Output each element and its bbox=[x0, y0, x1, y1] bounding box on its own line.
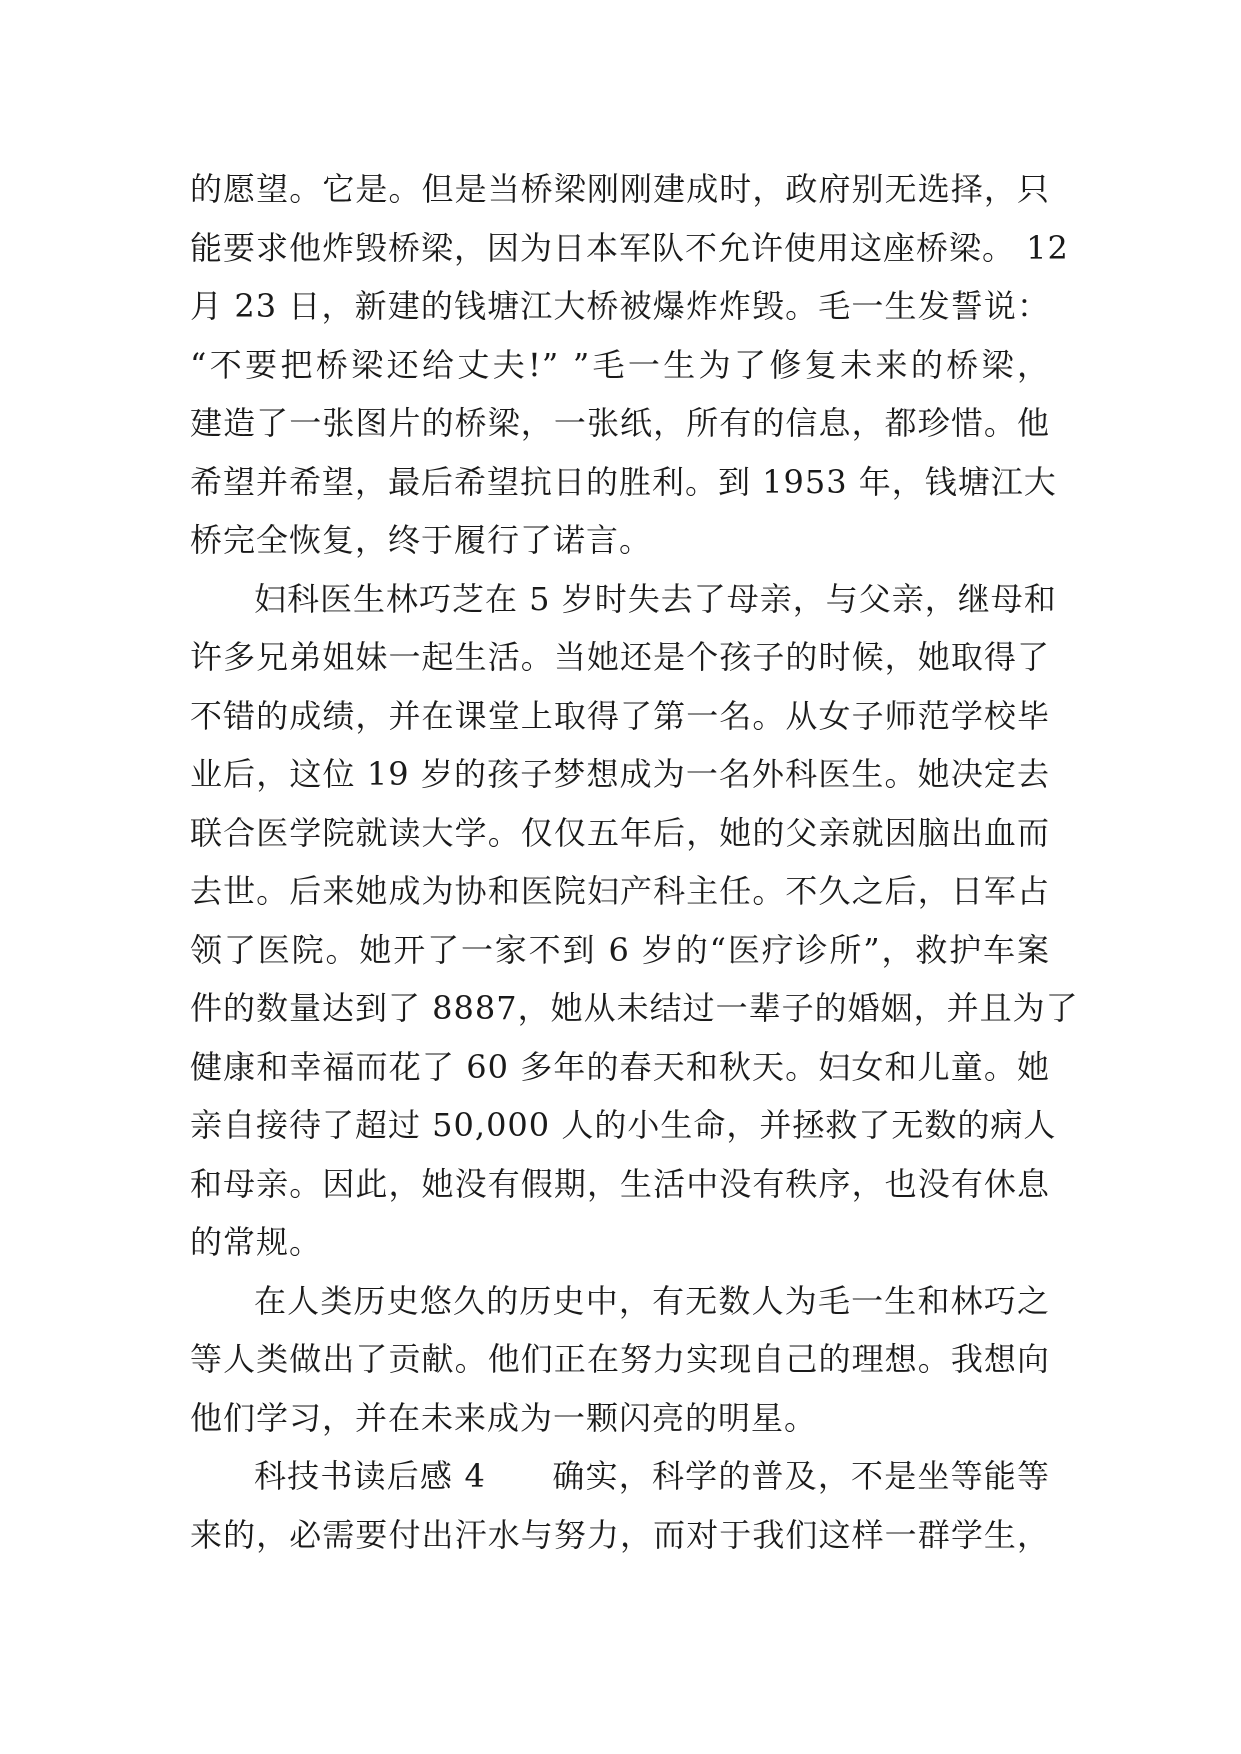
paragraph-history bbox=[190, 1272, 1050, 1448]
text-line: 等人类做出了贡献。他们正在努力实现自己的理想。我想向 bbox=[190, 1340, 1050, 1378]
text-line: 的愿望。它是。但是当桥梁刚刚建成时，政府别无选择，只 bbox=[190, 170, 1050, 208]
text-line: 科技书读后感 4 确实，科学的普及，不是坐等能等 bbox=[254, 1457, 1050, 1495]
text-line: 月 23 日，新建的钱塘江大桥被爆炸炸毁。毛一生发誓说： bbox=[190, 287, 1050, 325]
paragraph-science-review bbox=[190, 1447, 1050, 1564]
text-line: 妇科医生林巧芝在 5 岁时失去了母亲，与父亲，继母和 bbox=[254, 579, 1057, 618]
text-line: 不错的成绩，并在课堂上取得了第一名。从女子师范学校毕 bbox=[190, 696, 1050, 735]
text-line: 来的，必需要付出汗水与努力，而对于我们这样一群学生， bbox=[190, 1515, 1050, 1554]
text-line: 能要求他炸毁桥梁，因为日本军队不允许使用这座桥梁。 12 bbox=[190, 228, 1069, 267]
text-line: 领了医院。她开了一家不到 6 岁的“医疗诊所”，救护车案 bbox=[190, 930, 1050, 969]
paragraph-doctor bbox=[190, 570, 1079, 1272]
text-line: 件的数量达到了 8887，她从未结过一辈子的婚姻，并且为了 bbox=[190, 989, 1079, 1027]
text-line: 桥完全恢复，终于履行了诺言。 bbox=[190, 521, 653, 559]
text-line: 业后，这位 19 岁的孩子梦想成为一名外科医生。她决定去 bbox=[190, 755, 1050, 793]
text-line: 联合医学院就读大学。仅仅五年后，她的父亲就因脑出血而 bbox=[190, 813, 1050, 852]
text-line: 他们学习，并在未来成为一颗闪亮的明星。 bbox=[190, 1398, 818, 1437]
text-line: 在人类历史悠久的历史中，有无数人为毛一生和林巧之 bbox=[254, 1281, 1050, 1320]
text-line: “不要把桥梁还给丈夫!” ”毛一生为了修复未来的桥梁， bbox=[190, 345, 1050, 384]
document-page bbox=[190, 160, 1079, 1564]
text-line: 许多兄弟姐妹一起生活。当她还是个孩子的时候，她取得了 bbox=[190, 638, 1050, 676]
text-line: 建造了一张图片的桥梁，一张纸，所有的信息，都珍惜。他 bbox=[190, 404, 1050, 442]
text-line: 健康和幸福而花了 60 多年的春天和秋天。妇女和儿童。她 bbox=[190, 1047, 1050, 1086]
text-line: 去世。后来她成为协和医院妇产科主任。不久之后，日军占 bbox=[190, 872, 1050, 910]
text-line: 亲自接待了超过 50,000 人的小生命，并拯救了无数的病人 bbox=[190, 1106, 1057, 1144]
text-line: 希望并希望，最后希望抗日的胜利。到 1953 年，钱塘江大 bbox=[190, 462, 1057, 501]
text-line: 和母亲。因此，她没有假期，生活中没有秩序，也没有休息 bbox=[190, 1164, 1050, 1203]
paragraph-bridge bbox=[190, 160, 1069, 570]
text-line: 的常规。 bbox=[190, 1223, 323, 1261]
